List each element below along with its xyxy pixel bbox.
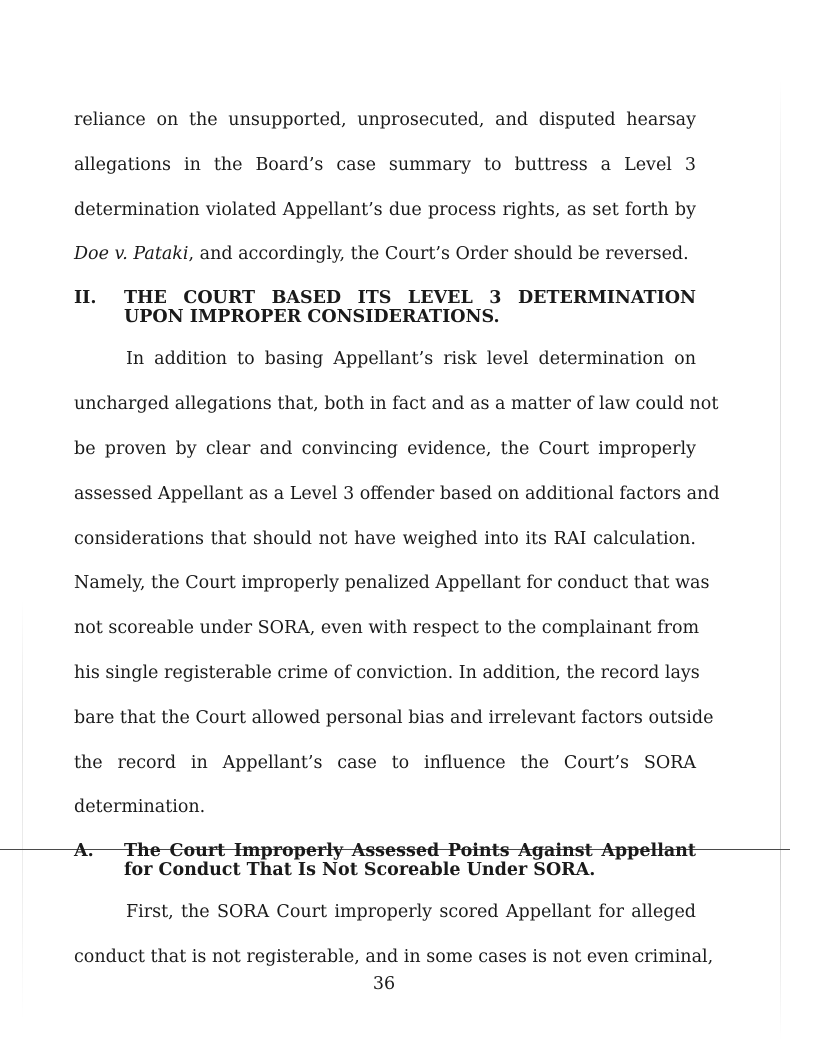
body-text-line: allegations in the Board’s case summary to buttress a Level 3 (74, 155, 696, 175)
body-text-line: considerations that should not have weighed into its RAI calculation. (74, 529, 696, 549)
scan-edge-shadow-right (780, 80, 781, 1040)
body-text-line: determination violated Appellant’s due process rights, as set forth by (74, 200, 696, 220)
body-text-line: uncharged allegations that, both in fact and as a matter of law could not (74, 394, 719, 414)
body-text-line: the record in Appellant’s case to influence the Court’s SORA (74, 753, 696, 773)
case-citation: Doe v. Pataki (74, 244, 189, 264)
scan-edge-shadow-left (22, 600, 23, 1020)
body-text-line: bare that the Court allowed personal bias and irrelevant factors outside (74, 708, 714, 728)
subsection-heading-line: The Court Improperly Assessed Points Against Appellant (124, 841, 696, 861)
body-text-span: , and accordingly, the Court’s Order should be reversed. (188, 244, 689, 264)
body-text-line: not scoreable under SORA, even with respect to the complainant from (74, 618, 700, 638)
section-heading-line: UPON IMPROPER CONSIDERATIONS. (124, 307, 500, 327)
body-text-line: his single registerable crime of conviction. In addition, the record lays (74, 663, 700, 683)
body-text-line: reliance on the unsupported, unprosecuted, and disputed hearsay (74, 110, 696, 130)
body-text-line (74, 243, 696, 265)
subsection-heading-line: for Conduct That Is Not Scoreable Under SORA. (124, 860, 596, 880)
body-text-line: assessed Appellant as a Level 3 offender based on additional factors and (74, 484, 720, 504)
body-text-line: In addition to basing Appellant’s risk level determination on (126, 349, 696, 369)
body-text-line: determination. (74, 797, 206, 817)
body-text-line: Namely, the Court improperly penalized Appellant for conduct that was (74, 573, 710, 593)
body-text-line: First, the SORA Court improperly scored Appellant for alleged (126, 902, 696, 922)
section-heading-line: THE COURT BASED ITS LEVEL 3 DETERMINATION (124, 288, 696, 308)
body-text-line: conduct that is not registerable, and in some cases is not even criminal, (74, 947, 714, 967)
body-text-line: be proven by clear and convincing evidence, the Court improperly (74, 439, 696, 459)
subsection-letter: A. (74, 841, 94, 861)
page-number: 36 (372, 974, 396, 994)
section-number: II. (74, 288, 97, 308)
